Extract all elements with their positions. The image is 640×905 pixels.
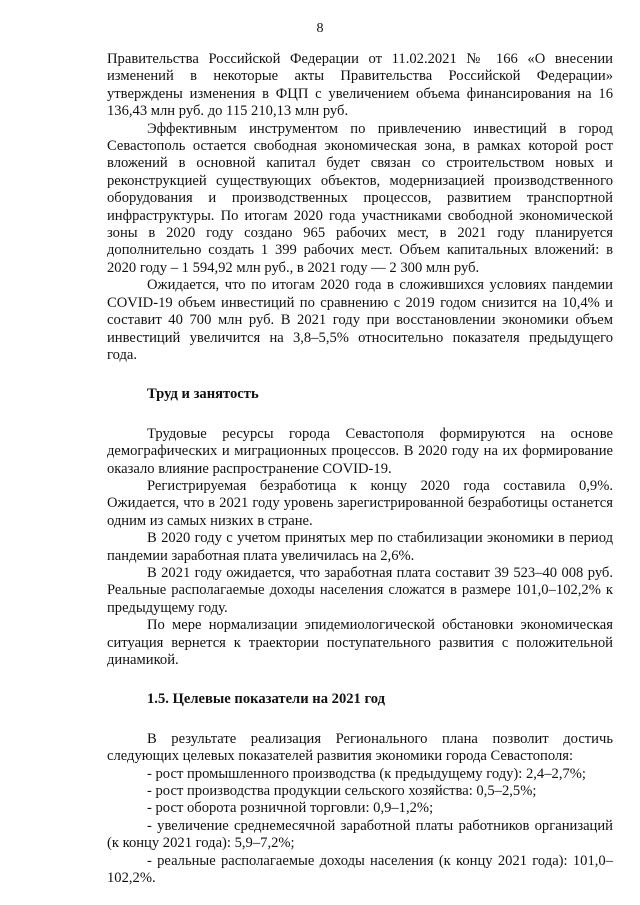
paragraph-wages-2021: В 2021 году ожидается, что заработная плата составит 39 523–40 008 руб. Реальные располагаемые доходы населения сложатся в размере 101,0–102,2% к предыдущему году. (107, 564, 613, 616)
paragraph-recovery: По мере нормализации эпидемиологической обстановки экономическая ситуация вернется к траектории поступательного развития с положительной динамикой. (107, 617, 613, 668)
list-item-wage-increase: - увеличение среднемесячной заработной платы работников организаций (к концу 2021 года): 5,9–7,2%; (107, 817, 613, 852)
document-body (107, 51, 613, 887)
paragraph-federal-program: Правительства Российской Федерации от 11.02.2021 № 166 «О внесении изменений в некоторые акты Правительства Российской Федерации» утверждены изменения в ФЦП с увеличением объема финансирования на 16 136,43 млн руб. до 115 210,13 млн руб. (107, 51, 613, 120)
paragraph-unemployment: Регистрируемая безработица к концу 2020 года составила 0,9%. Ожидается, что в 2021 году уровень зарегистрированной безработицы останется одним из самых низких в стране. (107, 477, 613, 529)
paragraph-investment-forecast: Ожидается, что по итогам 2020 года в сложившихся условиях пандемии COVID-19 объем инвестиций по сравнению с 2019 годом снизится на 10,4% и составит 40 700 млн руб. В 2021 году при восстановлении экономики объем инвестиций увеличится на 3,8–5,5% относительно показателя предыдущего года. (107, 277, 613, 363)
list-item-industrial-growth: - рост промышленного производства (к предыдущему году): 2,4–2,7%; (147, 765, 586, 782)
list-item-retail-growth: - рост оборота розничной торговли: 0,9–1,2%; (147, 800, 434, 817)
heading-labor-employment: Труд и занятость (147, 386, 259, 403)
heading-target-indicators: 1.5. Целевые показатели на 2021 год (147, 691, 386, 708)
paragraph-free-economic-zone: Эффективным инструментом по привлечению инвестиций в город Севастополь остается свободная экономическая зона, в рамках которой рост вложений в основной капитал будет связан со строительством новых и реконструкцией существующих объектов, модернизацией производственного оборудования и производственных процессов, развитием транспортной инфраструктуры. По итогам 2020 года участниками свободной экономической зоны в 2020 году создано 965 рабочих мест, в 2021 году планируется дополнительно создать 1 399 рабочих мест. Объем капитальных вложений: в 2020 году – 1 594,92 млн руб., в 2021 году — 2 300 млн руб. (107, 120, 613, 276)
list-item-agriculture-growth: - рост производства продукции сельского хозяйства: 0,5–2,5%; (147, 783, 537, 800)
page-number: 8 (316, 21, 324, 36)
list-item-real-income: - реальные располагаемые доходы населения (к концу 2021 года): 101,0–102,2%. (107, 852, 613, 887)
paragraph-labor-resources: Трудовые ресурсы города Севастополя формируются на основе демографических и миграционных процессов. В 2020 году на их формирование оказало влияние распространение COVID-19. (107, 425, 613, 477)
paragraph-wages-2020: В 2020 году с учетом принятых мер по стабилизации экономики в период пандемии заработная плата увеличилась на 2,6%. (107, 530, 613, 564)
paragraph-targets-intro: В результате реализация Регионального плана позволит достичь следующих целевых показателей развития экономики города Севастополя: (107, 730, 613, 765)
